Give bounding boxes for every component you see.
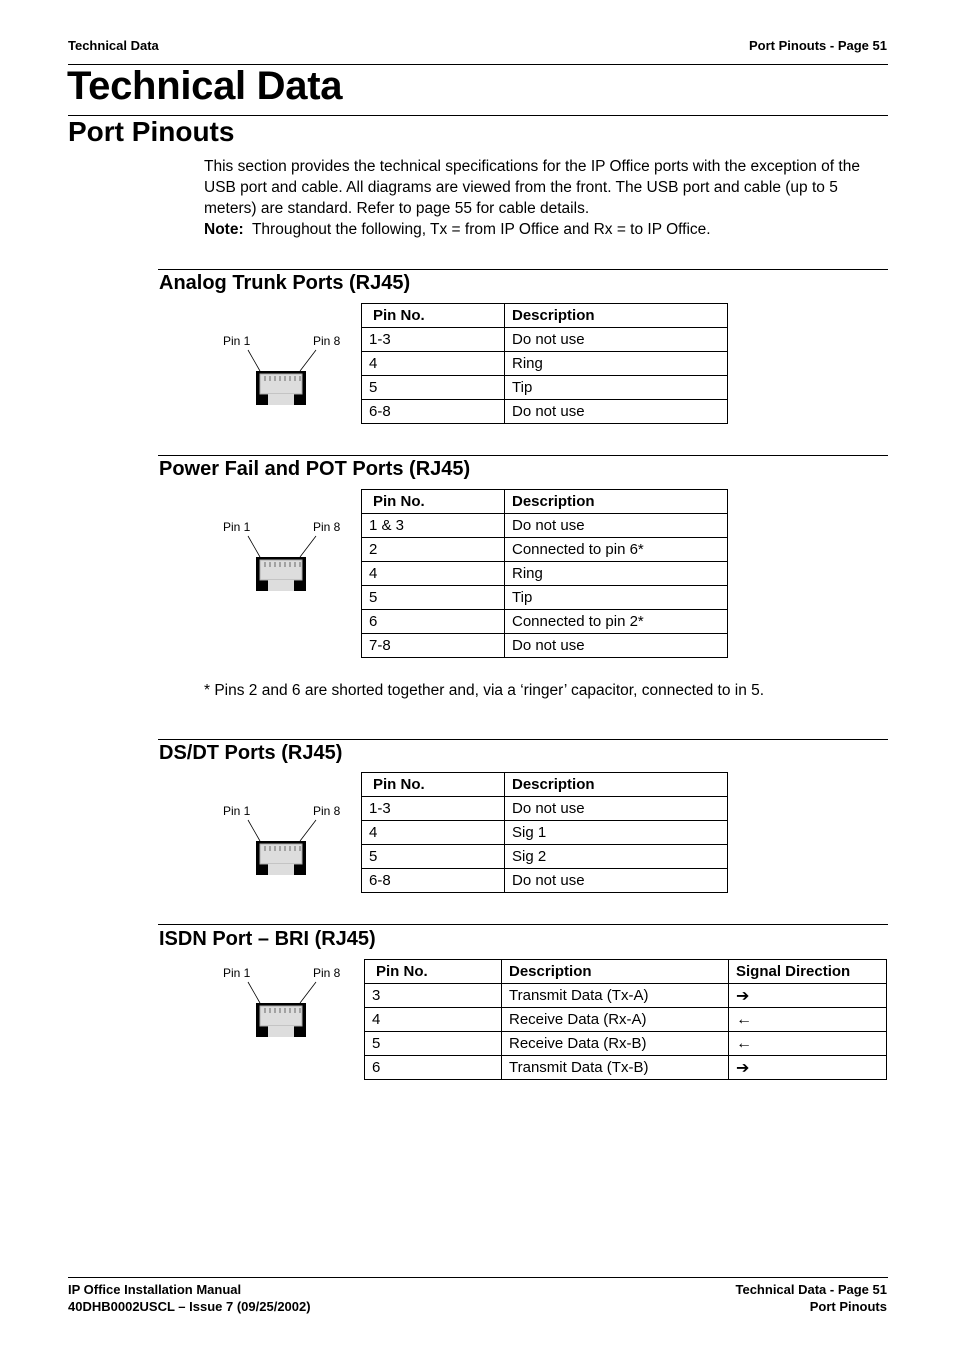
footer-issue: 40DHB0002USCL – Issue 7 (09/25/2002) [68, 1299, 311, 1314]
description-cell: Sig 1 [505, 821, 728, 845]
page-title: Technical Data [67, 64, 343, 108]
pin-cell: 4 [365, 1008, 502, 1032]
col-description: Description [505, 773, 728, 797]
pin-cell: 4 [362, 821, 505, 845]
pin-cell: 6-8 [362, 869, 505, 893]
pin-cell: 6-8 [362, 400, 505, 424]
running-header-right: Port Pinouts - Page 51 [749, 38, 887, 53]
pin-cell: 4 [362, 562, 505, 586]
pin-cell: 6 [362, 610, 505, 634]
table-row [365, 984, 887, 1008]
note-text: Throughout the following, Tx = from IP Office and Rx = to IP Office. [251, 221, 711, 238]
pin-cell: 1-3 [362, 797, 505, 821]
rj45-jack-icon [218, 966, 348, 1046]
arrow-left-icon: ← [729, 1032, 887, 1056]
pin1-label: Pin 1 [223, 804, 251, 818]
description-cell: Do not use [505, 514, 728, 538]
pin-cell: 1-3 [362, 328, 505, 352]
table-row [362, 400, 728, 424]
intro-paragraph: This section provides the technical specifications for the IP Office ports with the exception of the USB port and cable. All diagrams are viewed from the front. The USB port and cable (up to 5 meters) are standard. Refer to page 55 for cable details. [204, 158, 860, 217]
pin-cell: 5 [362, 376, 505, 400]
table-row [362, 328, 728, 352]
table-row [362, 586, 728, 610]
arrow-left-icon: ← [729, 1008, 887, 1032]
section-rule [158, 269, 888, 270]
pin-cell: 5 [362, 845, 505, 869]
description-cell: Connected to pin 6* [505, 538, 728, 562]
rj45-jack-icon [218, 334, 348, 414]
pin-cell: 7-8 [362, 634, 505, 658]
table-row [362, 514, 728, 538]
section-rule [158, 739, 888, 740]
section-heading-dsdt: DS/DT Ports (RJ45) [159, 742, 343, 764]
rj45-jack-icon [218, 804, 348, 884]
col-pin-no: Pin No. [362, 304, 505, 328]
note-label: Note: [204, 221, 244, 238]
table-row [365, 1056, 887, 1080]
pinout-table-isdn-bri [364, 959, 887, 1080]
col-description: Description [505, 304, 728, 328]
rj45-jack-diagram [218, 804, 348, 884]
footer-rule [68, 1277, 888, 1278]
table-row [365, 1008, 887, 1032]
description-cell: Receive Data (Rx-A) [502, 1008, 729, 1032]
pin-cell: 5 [362, 586, 505, 610]
pin8-label: Pin 8 [313, 334, 341, 348]
table-row [362, 562, 728, 586]
col-pin-no: Pin No. [362, 490, 505, 514]
arrow-right-icon: ➔ [729, 1056, 887, 1080]
section-heading-power-fail: Power Fail and POT Ports (RJ45) [159, 458, 471, 480]
pin8-label: Pin 8 [313, 966, 341, 980]
section-heading-analog-trunk: Analog Trunk Ports (RJ45) [159, 272, 411, 294]
col-description: Description [502, 960, 729, 984]
description-cell: Ring [505, 352, 728, 376]
table-row [362, 845, 728, 869]
description-cell: Connected to pin 2* [505, 610, 728, 634]
pin-cell: 2 [362, 538, 505, 562]
rj45-jack-diagram [218, 334, 348, 414]
description-cell: Ring [505, 562, 728, 586]
footer-manual-title: IP Office Installation Manual [68, 1282, 242, 1297]
footnote: * Pins 2 and 6 are shorted together and, via a ‘ringer’ capacitor, connected to in 5. [204, 682, 765, 699]
section-rule [158, 924, 888, 925]
pin1-label: Pin 1 [223, 520, 251, 534]
table-row [362, 821, 728, 845]
pin-cell: 4 [362, 352, 505, 376]
running-header-left: Technical Data [68, 38, 159, 53]
description-cell: Receive Data (Rx-B) [502, 1032, 729, 1056]
table-row [362, 376, 728, 400]
description-cell: Do not use [505, 634, 728, 658]
arrow-right-icon: ➔ [729, 984, 887, 1008]
rj45-jack-icon [218, 520, 348, 600]
pinout-table-dsdt [361, 772, 728, 893]
intro-text [204, 156, 888, 240]
description-cell: Transmit Data (Tx-A) [502, 984, 729, 1008]
intro-note [204, 219, 888, 240]
pinout-table-analog-trunk [361, 303, 728, 424]
pin1-label: Pin 1 [223, 334, 251, 348]
pinout-table-power-fail [361, 489, 728, 658]
description-cell: Do not use [505, 869, 728, 893]
pin8-label: Pin 8 [313, 804, 341, 818]
description-cell: Transmit Data (Tx-B) [502, 1056, 729, 1080]
table-row [362, 634, 728, 658]
pin1-label: Pin 1 [223, 966, 251, 980]
pin-cell: 3 [365, 984, 502, 1008]
section-heading-isdn-bri: ISDN Port – BRI (RJ45) [159, 928, 376, 950]
footer-section: Port Pinouts [809, 1299, 887, 1314]
footer-right [736, 1281, 888, 1315]
pin-cell: 1 & 3 [362, 514, 505, 538]
description-cell: Do not use [505, 400, 728, 424]
description-cell: Tip [505, 586, 728, 610]
rj45-jack-diagram [218, 520, 348, 600]
footer-page: Technical Data - Page 51 [735, 1282, 887, 1297]
description-cell: Tip [505, 376, 728, 400]
table-row [362, 610, 728, 634]
col-pin-no: Pin No. [365, 960, 502, 984]
table-row [365, 1032, 887, 1056]
section-rule [158, 455, 888, 456]
description-cell: Do not use [505, 797, 728, 821]
table-row [362, 352, 728, 376]
table-row [362, 797, 728, 821]
description-cell: Do not use [505, 328, 728, 352]
section-title: Port Pinouts [68, 116, 235, 147]
table-row [362, 538, 728, 562]
pin-cell: 5 [365, 1032, 502, 1056]
col-signal-direction: Signal Direction [729, 960, 887, 984]
pin-cell: 6 [365, 1056, 502, 1080]
table-row [362, 869, 728, 893]
pin8-label: Pin 8 [313, 520, 341, 534]
rj45-jack-diagram [218, 966, 348, 1046]
description-cell: Sig 2 [505, 845, 728, 869]
col-pin-no: Pin No. [362, 773, 505, 797]
footer-left [68, 1281, 311, 1315]
col-description: Description [505, 490, 728, 514]
